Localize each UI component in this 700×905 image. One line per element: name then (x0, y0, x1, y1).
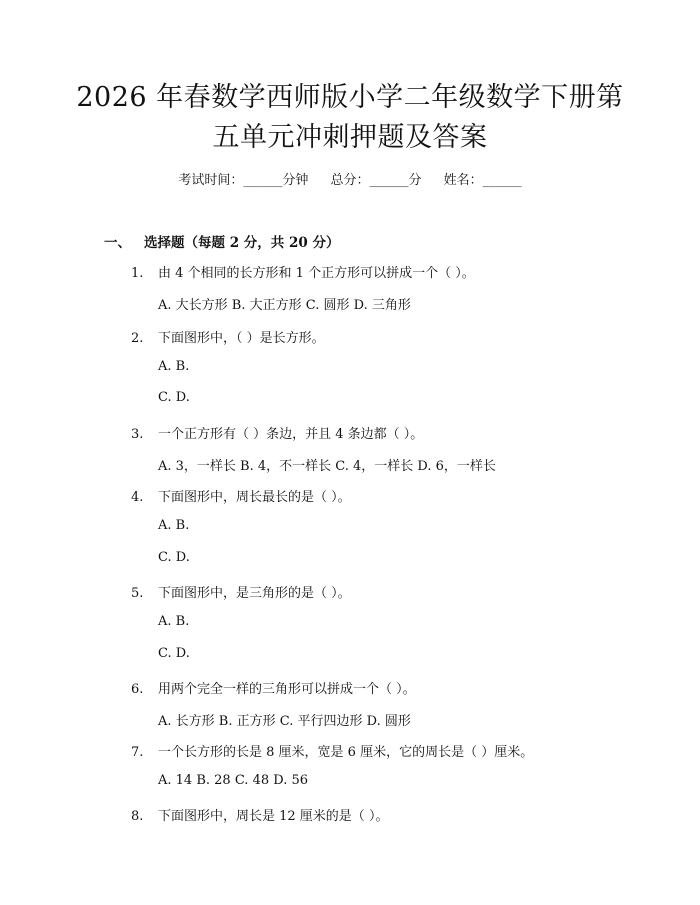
question-7 (131, 741, 533, 760)
exam-info-line (0, 169, 700, 188)
title-line-1: 2026 年春数学西师版小学二年级数学下册第 (76, 82, 624, 113)
question-2-options-ab: A. B. (158, 359, 190, 374)
question-6-options: A. 长方形 B. 正方形 C. 平行四边形 D. 圆形 (158, 714, 411, 729)
question-text: 用两个完全一样的三角形可以拼成一个（ ）。 (158, 682, 416, 697)
question-2-options-cd: C. D. (158, 390, 190, 405)
question-text: 一个正方形有（ ）条边，并且 4 条边都（ ）。 (158, 427, 424, 442)
question-number: 3. (131, 427, 144, 442)
student-name-field: 姓名：______ (443, 173, 522, 188)
question-number: 6. (131, 682, 144, 697)
exam-time-field: 考试时间：______分钟 (178, 173, 309, 188)
question-number: 5. (131, 586, 144, 601)
question-text: 下面图形中，是三角形的是（ ）。 (158, 586, 351, 601)
question-4-options-ab: A. B. (158, 518, 190, 533)
question-3 (131, 423, 423, 442)
question-text: 一个长方形的长是 8 厘米，宽是 6 厘米，它的周长是（ ）厘米。 (158, 745, 534, 760)
question-text: 下面图形中，（ ）是长方形。 (158, 331, 325, 346)
question-number: 2. (131, 331, 144, 346)
question-5-options-ab: A. B. (158, 614, 190, 629)
section-heading (104, 231, 339, 251)
question-8 (131, 805, 388, 824)
question-5 (131, 582, 351, 601)
question-number: 1. (131, 266, 144, 281)
question-1-options: A. 大长方形 B. 大正方形 C. 圆形 D. 三角形 (158, 298, 411, 313)
question-1 (131, 262, 475, 281)
question-number: 7. (131, 745, 144, 760)
question-text: 下面图形中，周长是 12 厘米的是（ ）。 (158, 809, 389, 824)
section-number: 一、 (104, 235, 131, 251)
document-title (0, 78, 700, 158)
question-4 (131, 486, 351, 505)
question-number: 4. (131, 490, 144, 505)
total-score-field: 总分：______分 (330, 173, 422, 188)
question-5-options-cd: C. D. (158, 646, 190, 661)
question-text: 下面图形中，周长最长的是（ ）。 (158, 490, 351, 505)
question-number: 8. (131, 809, 144, 824)
question-text: 由 4 个相同的长方形和 1 个正方形可以拼成一个（ ）。 (158, 266, 475, 281)
question-7-options: A. 14 B. 28 C. 48 D. 56 (158, 773, 309, 788)
question-2 (131, 327, 325, 346)
title-line-2: 五单元冲刺押题及答案 (212, 122, 488, 153)
question-4-options-cd: C. D. (158, 550, 190, 565)
section-title: 选择题（每题 2 分，共 20 分） (144, 235, 340, 251)
question-3-options: A. 3，一样长 B. 4，不一样长 C. 4，一样长 D. 6，一样长 (158, 459, 496, 474)
question-6 (131, 678, 416, 697)
